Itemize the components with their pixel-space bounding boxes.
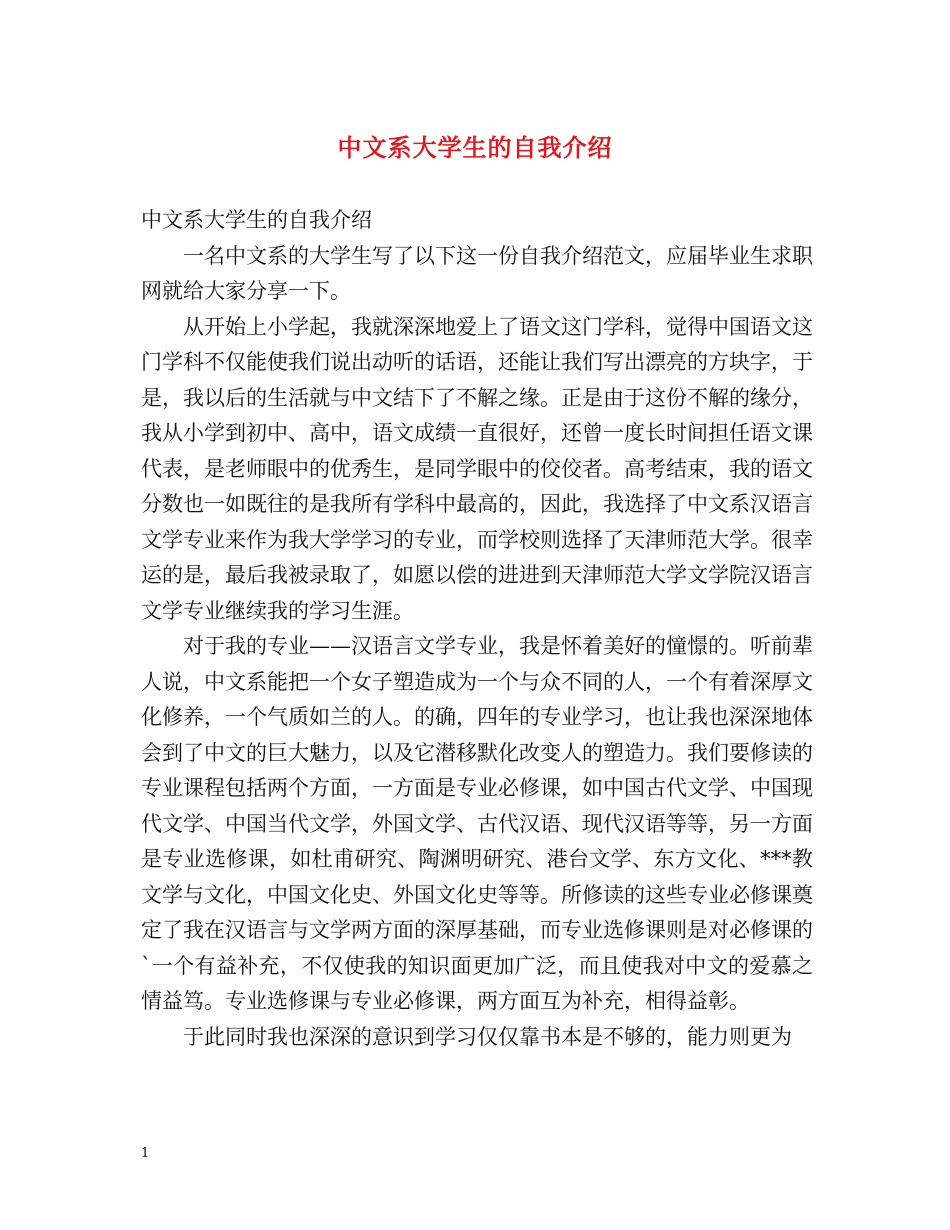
document-subtitle: 中文系大学生的自我介绍 — [141, 208, 372, 232]
document-title: 中文系大学生的自我介绍 — [337, 133, 613, 162]
document-body — [141, 203, 813, 1055]
page-number: 1 — [141, 1146, 150, 1161]
paragraph-intro: 一名中文系的大学生写了以下这一份自我介绍范文，应届毕业生求职网就给大家分享一下。 — [141, 243, 813, 303]
paragraph-practice: 于此同时我也深深的意识到学习仅仅靠书本是不够的，能力则更为 — [183, 1024, 792, 1049]
paragraph-major: 对于我的专业——汉语言文学专业，我是怀着美好的憧憬的。听前辈人说，中文系能把一个女子塑造成为一个与众不同的人，一个有着深厚文化修养，一个气质如兰的人。的确，四年的专业学习，也让我也深深地体会到了中文的巨大魅力，以及它潜移默化改变人的塑造力。我们要修读的专业课程包括两个方面，一方面是专业必修课，如中国古代文学、中国现代文学、中国当代文学，外国文学、古代汉语、现代汉语等等，另一方面是专业选修课，如杜甫研究、陶渊明研究、港台文学、东方文化、***教文学与文化，中国文化史、外国文化史等等。所修读的这些专业必修课奠定了我在汉语言与文学两方面的深厚基础，而专业选修课则是对必修课的`一个有益补充，不仅使我的知识面更加广泛，而且使我对中文的爱慕之情益笃。专业选修课与专业必修课，两方面互为补充，相得益彰。 — [141, 634, 813, 1013]
paragraph-childhood: 从开始上小学起，我就深深地爱上了语文这门学科，觉得中国语文这门学科不仅能使我们说出动听的话语，还能让我们写出漂亮的方块字，于是，我以后的生活就与中文结下了不解之缘。正是由于这份不解的缘分，我从小学到初中、高中，语文成绩一直很好，还曾一度长时间担任语文课代表，是老师眼中的优秀生，是同学眼中的佼佼者。高考结束，我的语文分数也一如既往的是我所有学科中最高的，因此，我选择了中文系汉语言文学专业来作为我大学学习的专业，而学校则选择了天津师范大学。很幸运的是，最后我被录取了，如愿以偿的进进到天津师范大学文学院汉语言文学专业继续我的学习生涯。 — [141, 314, 813, 623]
